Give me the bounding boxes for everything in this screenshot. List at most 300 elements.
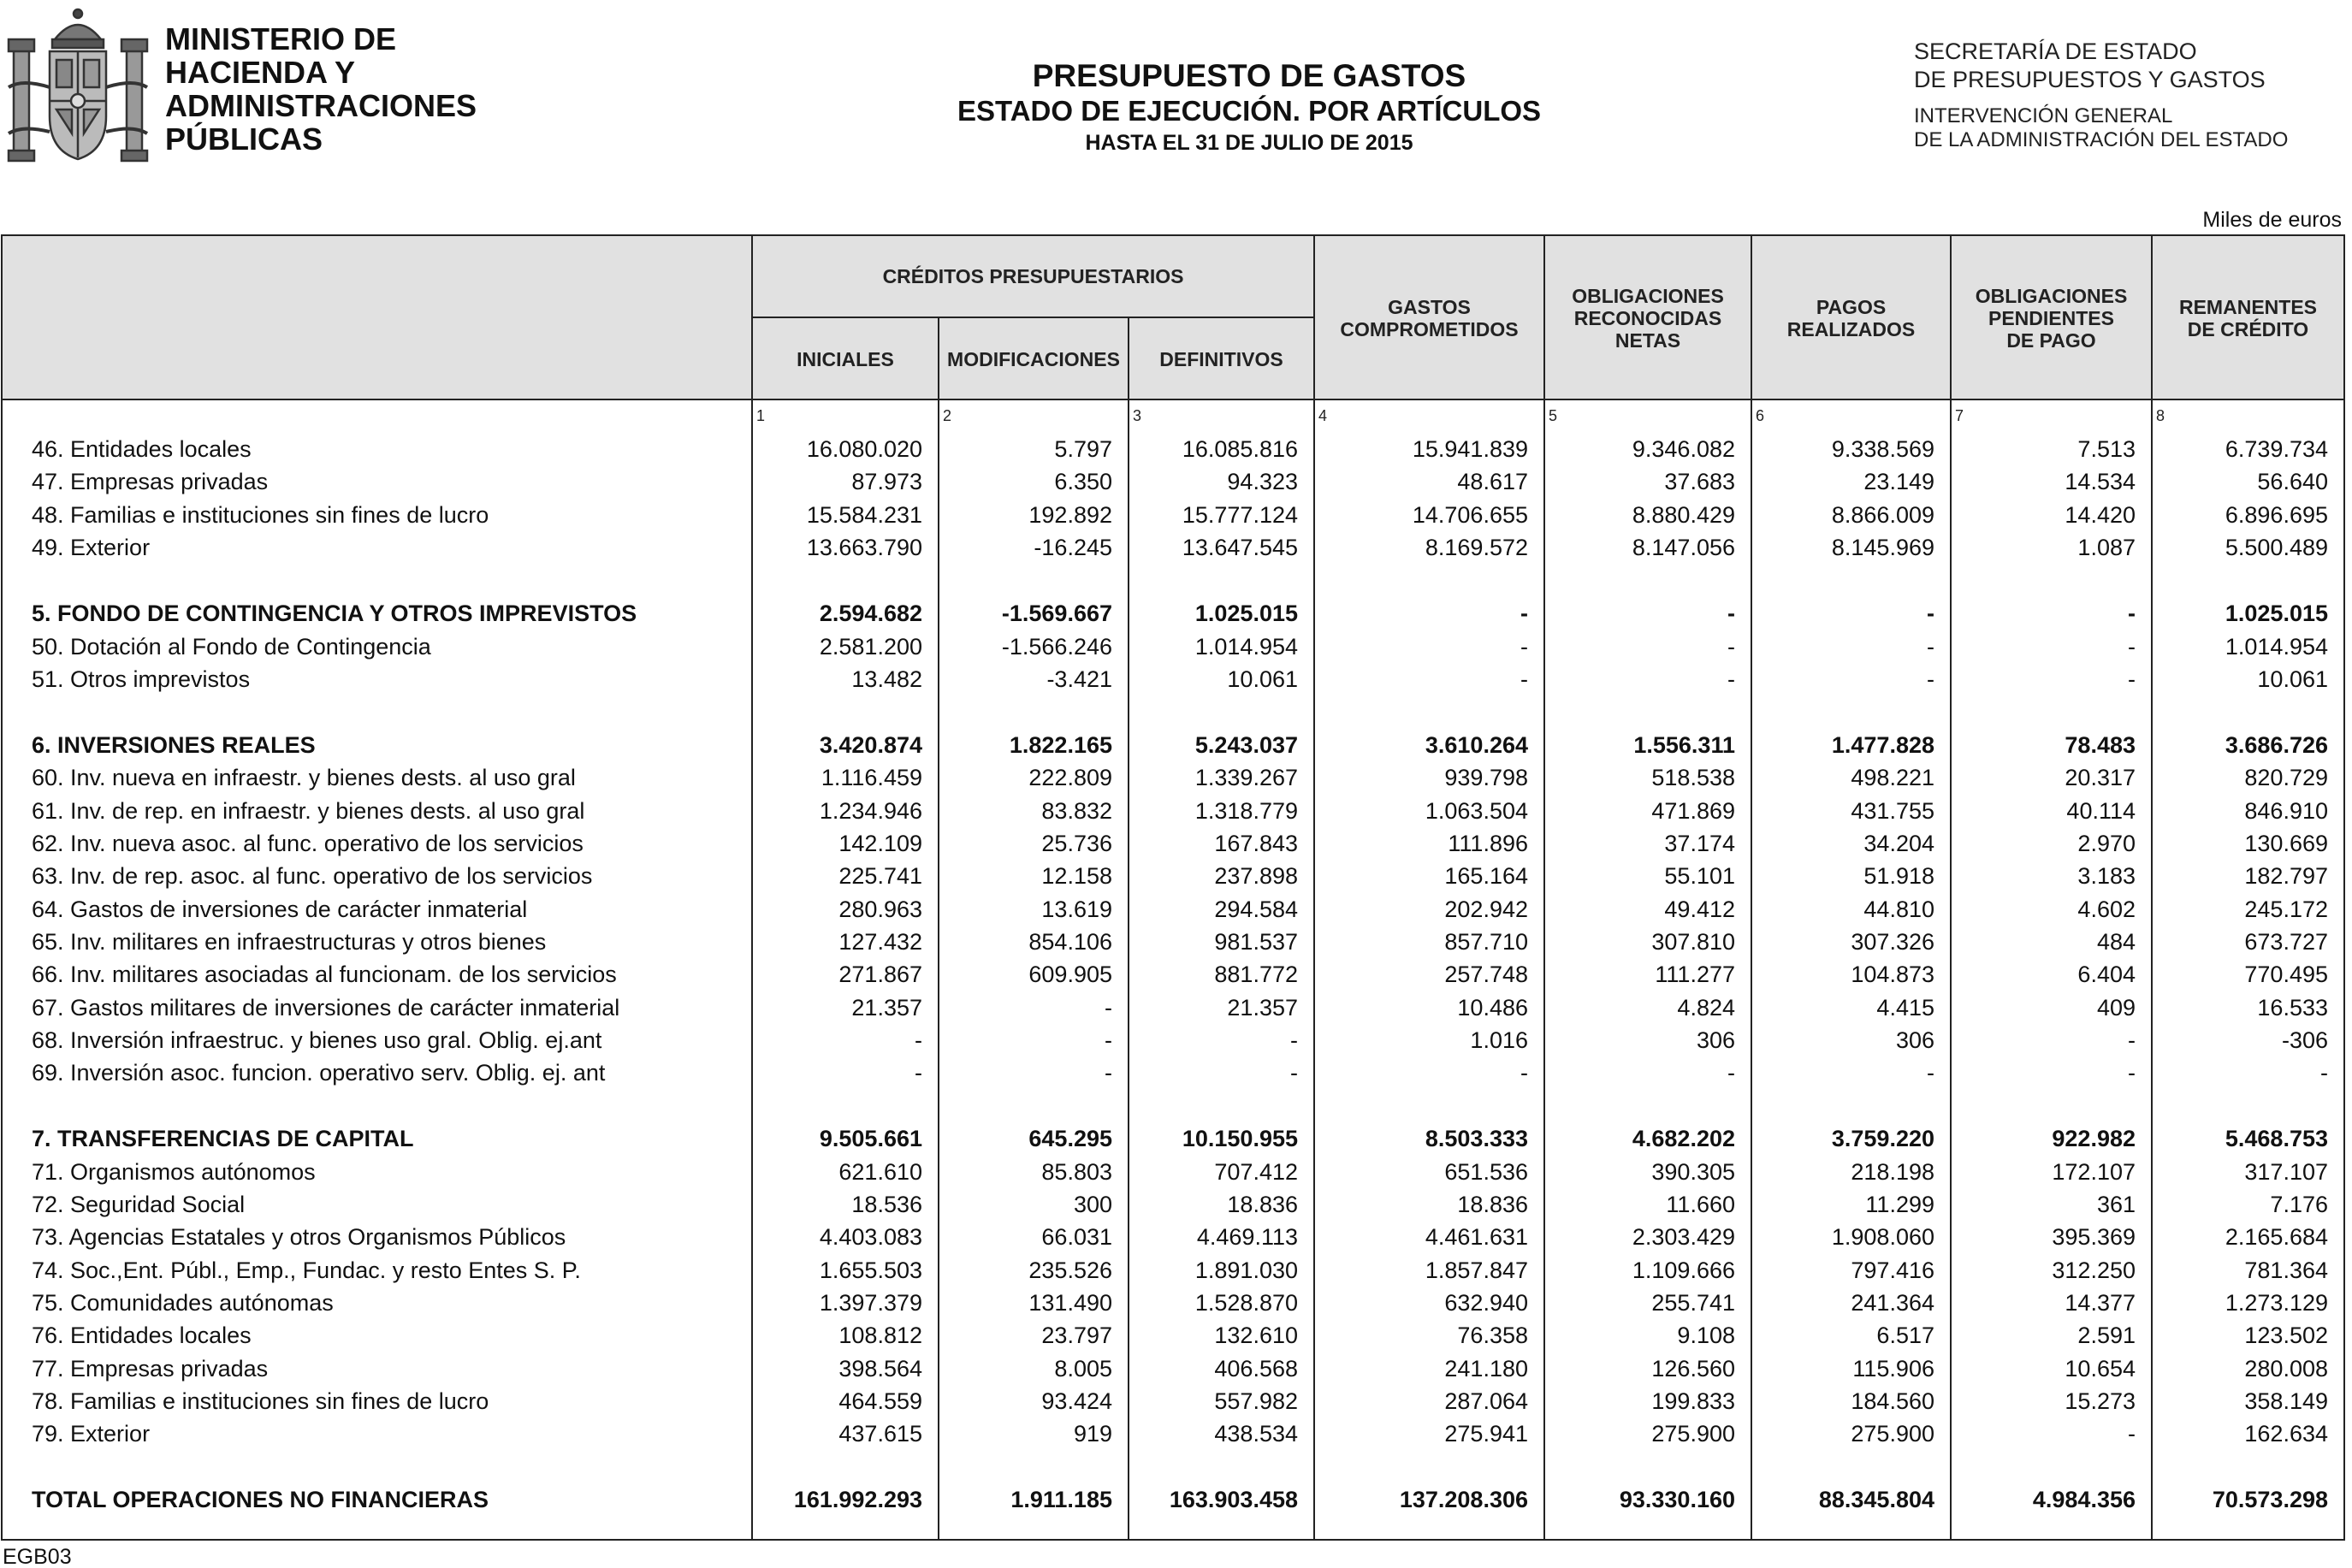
value-cell: 518.538 — [1651, 765, 1735, 791]
value-cell: 6.739.734 — [2225, 436, 2328, 462]
value-cell: 3.420.874 — [819, 732, 922, 759]
value-cell: 3.183 — [2077, 863, 2136, 890]
value-cell: 123.502 — [2244, 1322, 2328, 1349]
value-cell: 11.299 — [1865, 1192, 1934, 1217]
value-cell: - — [2128, 1027, 2136, 1053]
value-cell: 131.490 — [1028, 1289, 1112, 1316]
value-cell: 1.014.954 — [1194, 633, 1298, 660]
value-cell: 307.810 — [1651, 928, 1735, 955]
value-cell: 23.149 — [1863, 469, 1934, 495]
value-cell: - — [1727, 601, 1735, 627]
value-cell: - — [2128, 1060, 2136, 1086]
value-cell: 16.085.816 — [1182, 436, 1298, 462]
value-cell: -1.566.246 — [1001, 633, 1112, 660]
value-cell: 94.323 — [1227, 469, 1298, 495]
value-cell: 115.906 — [1852, 1355, 1934, 1382]
section-row — [3, 1483, 2343, 1516]
value-cell: - — [1105, 1027, 1112, 1053]
value-cell: 361 — [2096, 1192, 2136, 1217]
secretaria-line: SECRETARÍA DE ESTADO — [1914, 38, 2197, 64]
value-cell: 275.941 — [1444, 1421, 1528, 1447]
value-cell: - — [1927, 633, 1934, 660]
value-cell: 919 — [1073, 1421, 1112, 1447]
value-cell: 10.061 — [2257, 666, 2328, 692]
column-number: 5 — [1549, 407, 1558, 424]
table-row — [3, 860, 2343, 892]
row-label: TOTAL OPERACIONES NO FINANCIERAS — [32, 1487, 489, 1513]
value-cell: 108.812 — [838, 1322, 922, 1349]
table-row — [3, 1417, 2343, 1450]
row-label: 67. Gastos militares de inversiones de carácter inmaterial — [32, 994, 620, 1021]
value-cell: 18.836 — [1457, 1192, 1528, 1217]
value-cell: 21.357 — [851, 994, 922, 1021]
value-cell: 184.560 — [1851, 1388, 1934, 1414]
value-cell: 4.824 — [1677, 994, 1735, 1021]
value-cell: 1.234.946 — [819, 797, 922, 824]
value-cell: 981.537 — [1214, 928, 1298, 955]
value-cell: 127.432 — [838, 928, 922, 955]
value-cell: 4.461.631 — [1425, 1224, 1528, 1251]
value-cell: - — [1290, 1060, 1298, 1086]
value-cell: - — [1290, 1027, 1298, 1053]
value-cell: 1.273.129 — [2225, 1289, 2328, 1316]
row-label: 64. Gastos de inversiones de carácter inmaterial — [32, 896, 528, 922]
value-cell: - — [1520, 601, 1528, 627]
value-cell: 438.534 — [1214, 1421, 1298, 1447]
value-cell: 498.221 — [1851, 765, 1934, 791]
value-cell: 2.303.429 — [1632, 1224, 1735, 1251]
value-cell: 306 — [1895, 1027, 1934, 1053]
row-label: 61. Inv. de rep. en infraestr. y bienes dests. al uso gral — [32, 797, 585, 824]
value-cell: 1.116.459 — [821, 765, 922, 791]
row-label: 72. Seguridad Social — [32, 1192, 246, 1217]
value-cell: 317.107 — [2244, 1158, 2328, 1185]
value-cell: 406.568 — [1214, 1355, 1298, 1382]
value-cell: 846.910 — [2244, 797, 2328, 824]
value-cell: 1.087 — [2077, 534, 2136, 560]
value-cell: 275.900 — [1851, 1421, 1934, 1447]
value-cell: 70.573.298 — [2212, 1487, 2328, 1513]
value-cell: 271.867 — [838, 962, 922, 988]
value-cell: 857.710 — [1444, 928, 1528, 955]
value-cell: 20.317 — [2065, 765, 2136, 791]
value-cell: 5.468.753 — [2225, 1126, 2328, 1152]
value-cell: 237.898 — [1214, 863, 1298, 890]
row-label: 76. Entidades locales — [32, 1322, 252, 1349]
value-cell: - — [2128, 601, 2136, 627]
value-cell: 306 — [1696, 1027, 1735, 1053]
value-cell: 44.810 — [1863, 896, 1934, 922]
value-cell: 1.025.015 — [1194, 601, 1298, 627]
value-cell: 5.243.037 — [1194, 732, 1298, 759]
value-cell: 111.277 — [1655, 962, 1735, 988]
value-cell: 939.798 — [1444, 765, 1528, 791]
table-row — [3, 433, 2343, 465]
value-cell: 1.016 — [1470, 1027, 1528, 1053]
value-cell: 12.158 — [1041, 863, 1112, 890]
value-cell: 2.165.684 — [2225, 1224, 2328, 1251]
row-label: 48. Familias e instituciones sin fines de lucro — [32, 501, 489, 528]
table-row — [3, 499, 2343, 531]
value-cell: - — [915, 1027, 922, 1053]
value-cell: - — [2128, 633, 2136, 660]
ministry-line: MINISTERIO DE — [165, 21, 397, 56]
row-label: 75. Comunidades autónomas — [32, 1289, 334, 1316]
value-cell: 651.536 — [1444, 1158, 1528, 1185]
section-row — [3, 1122, 2343, 1155]
value-cell: 49.412 — [1664, 896, 1735, 922]
value-cell: 1.397.379 — [819, 1289, 922, 1316]
value-cell: - — [2128, 666, 2136, 692]
table-row — [3, 1156, 2343, 1188]
value-cell: - — [1927, 601, 1934, 627]
value-cell: 241.364 — [1851, 1289, 1934, 1316]
table-row — [3, 1254, 2343, 1287]
row-label: 77. Empresas privadas — [32, 1355, 269, 1382]
value-cell: 854.106 — [1028, 928, 1112, 955]
value-cell: 165.164 — [1444, 863, 1528, 890]
secretaria-line: DE PRESUPUESTOS Y GASTOS — [1914, 67, 2266, 92]
value-cell: 609.905 — [1028, 962, 1112, 988]
value-cell: 56.640 — [2257, 469, 2328, 495]
value-cell: 255.741 — [1651, 1289, 1735, 1316]
value-cell: 431.755 — [1851, 797, 1934, 824]
intervencion-line: DE LA ADMINISTRACIÓN DEL ESTADO — [1914, 128, 2289, 151]
ministry-line: ADMINISTRACIONES — [165, 88, 477, 123]
value-cell: 797.416 — [1851, 1257, 1934, 1283]
column-number: 6 — [1756, 407, 1765, 424]
column-header: OBLIGACIONES RECONOCIDAS NETAS — [1572, 285, 1724, 352]
value-cell: 40.114 — [2066, 797, 2136, 824]
value-cell: - — [2128, 1421, 2136, 1447]
column-header: PAGOS REALIZADOS — [1786, 296, 1916, 340]
value-cell: 83.832 — [1041, 797, 1112, 824]
value-cell: 3.686.726 — [2225, 732, 2328, 759]
value-cell: 245.172 — [2244, 896, 2328, 922]
value-cell: 409 — [2096, 994, 2136, 1021]
value-cell: 25.736 — [1041, 831, 1112, 856]
value-cell: 21.357 — [1227, 994, 1298, 1021]
value-cell: 307.326 — [1851, 928, 1934, 955]
value-cell: 8.880.429 — [1632, 501, 1735, 528]
value-cell: 1.339.267 — [1194, 765, 1298, 791]
value-cell: 10.150.955 — [1182, 1126, 1298, 1152]
row-label: 60. Inv. nueva en infraestr. y bienes dests. al uso gral — [32, 765, 576, 791]
value-cell: 1.109.666 — [1632, 1257, 1735, 1283]
value-cell: 2.970 — [2077, 831, 2136, 856]
value-cell: 15.584.231 — [806, 501, 922, 528]
value-cell: 1.857.847 — [1425, 1257, 1528, 1283]
value-cell: 34.204 — [1863, 831, 1934, 856]
row-label: 74. Soc.,Ent. Públ., Emp., Fundac. y resto Entes S. P. — [32, 1257, 581, 1283]
value-cell: 1.318.779 — [1194, 797, 1298, 824]
value-cell: 2.594.682 — [819, 601, 922, 627]
value-cell: 8.005 — [1054, 1355, 1112, 1382]
table-row — [3, 893, 2343, 926]
row-label: 71. Organismos autónomos — [32, 1158, 316, 1185]
value-cell: 13.663.790 — [806, 534, 922, 560]
table-row — [3, 958, 2343, 991]
row-label: 66. Inv. militares asociadas al funcionam. de los servicios — [32, 962, 617, 988]
value-cell: - — [1727, 1060, 1735, 1086]
table-row — [3, 795, 2343, 827]
value-cell: 4.602 — [2077, 896, 2136, 922]
value-cell: 5.797 — [1054, 436, 1112, 462]
column-header: REMANENTES DE CRÉDITO — [2178, 296, 2317, 340]
column-header: GASTOS COMPROMETIDOS — [1340, 296, 1519, 340]
value-cell: 11.660 — [1666, 1192, 1735, 1217]
value-cell: 8.503.333 — [1425, 1126, 1528, 1152]
value-cell: 280.963 — [838, 896, 922, 922]
value-cell: 2.581.200 — [819, 633, 922, 660]
row-label: 73. Agencias Estatales y otros Organismos Públicos — [32, 1224, 566, 1251]
value-cell: -3.421 — [1046, 666, 1112, 692]
intervencion-line: INTERVENCIÓN GENERAL — [1914, 104, 2173, 127]
value-cell: 13.647.545 — [1182, 534, 1298, 560]
value-cell: 770.495 — [2244, 962, 2328, 988]
value-cell: - — [2320, 1060, 2328, 1086]
value-cell: 1.908.060 — [1831, 1224, 1934, 1251]
column-number: 7 — [1955, 407, 1964, 424]
report-date: HASTA EL 31 DE JULIO DE 2015 — [1085, 131, 1413, 155]
value-cell: 881.772 — [1214, 962, 1298, 988]
value-cell: 93.424 — [1041, 1388, 1112, 1414]
value-cell: 14.534 — [2065, 469, 2136, 495]
value-cell: 280.008 — [2244, 1355, 2328, 1382]
value-cell: 645.295 — [1028, 1126, 1112, 1152]
row-label: 68. Inversión infraestruc. y bienes uso gral. Oblig. ej.ant — [32, 1027, 602, 1053]
value-cell: 15.273 — [2065, 1388, 2136, 1414]
value-cell: 1.025.015 — [2225, 601, 2328, 627]
value-cell: 241.180 — [1444, 1355, 1528, 1382]
value-cell: 172.107 — [2052, 1158, 2136, 1185]
table-row — [3, 1287, 2343, 1319]
value-cell: 358.149 — [2244, 1388, 2328, 1414]
row-label: 79. Exterior — [32, 1421, 151, 1447]
value-cell: -306 — [2281, 1027, 2328, 1053]
column-number: 1 — [756, 407, 766, 424]
value-cell: 1.556.311 — [1633, 732, 1735, 759]
value-cell: -1.569.667 — [1001, 601, 1112, 627]
column-header: DEFINITIVOS — [1159, 348, 1283, 370]
value-cell: 9.338.569 — [1831, 436, 1934, 462]
value-cell: 13.619 — [1041, 896, 1112, 922]
value-cell: 8.145.969 — [1831, 534, 1934, 560]
creditos-group-header: CRÉDITOS PRESUPUESTARIOS — [882, 265, 1184, 287]
value-cell: 4.682.202 — [1632, 1126, 1735, 1152]
value-cell: 6.404 — [2077, 962, 2136, 988]
value-cell: 132.610 — [1214, 1322, 1298, 1349]
value-cell: 3.759.220 — [1831, 1126, 1934, 1152]
ministry-line: PÚBLICAS — [165, 121, 323, 157]
column-header: INICIALES — [797, 348, 894, 370]
value-cell: 14.377 — [2065, 1289, 2136, 1316]
value-cell: 55.101 — [1664, 863, 1735, 890]
value-cell: 202.942 — [1444, 896, 1528, 922]
row-label: 69. Inversión asoc. funcion. operativo serv. Oblig. ej. ant — [32, 1060, 606, 1086]
column-number: 2 — [943, 407, 952, 424]
value-cell: - — [1105, 994, 1112, 1021]
value-cell: 199.833 — [1651, 1388, 1735, 1414]
value-cell: 2.591 — [2077, 1322, 2136, 1349]
value-cell: 14.420 — [2065, 501, 2136, 528]
value-cell: 300 — [1073, 1192, 1112, 1217]
value-cell: 162.634 — [2244, 1421, 2328, 1447]
value-cell: 37.683 — [1664, 469, 1735, 495]
value-cell: 126.560 — [1651, 1355, 1735, 1382]
value-cell: 7.176 — [2270, 1192, 2328, 1217]
value-cell: - — [1927, 1060, 1934, 1086]
value-cell: - — [1520, 633, 1528, 660]
value-cell: 66.031 — [1041, 1224, 1112, 1251]
value-cell: 820.729 — [2244, 765, 2328, 791]
table-row — [3, 827, 2343, 860]
row-label: 62. Inv. nueva asoc. al func. operativo de los servicios — [32, 831, 584, 856]
table-row — [3, 630, 2343, 663]
value-cell: 163.903.458 — [1169, 1487, 1298, 1513]
row-label: 50. Dotación al Fondo de Contingencia — [32, 633, 431, 660]
value-cell: 37.174 — [1664, 831, 1735, 856]
value-cell: 781.364 — [2244, 1257, 2328, 1283]
value-cell: 6.517 — [1876, 1322, 1934, 1349]
value-cell: 9.346.082 — [1632, 436, 1735, 462]
row-label: 49. Exterior — [32, 534, 151, 560]
value-cell: 1.655.503 — [819, 1257, 922, 1283]
value-cell: - — [915, 1060, 922, 1086]
value-cell: 137.208.306 — [1399, 1487, 1528, 1513]
value-cell: 182.797 — [2244, 863, 2328, 890]
value-cell: 3.610.264 — [1425, 732, 1528, 759]
value-cell: 621.610 — [838, 1158, 922, 1185]
value-cell: 88.345.804 — [1818, 1487, 1934, 1513]
value-cell: 167.843 — [1214, 831, 1298, 856]
value-cell: 632.940 — [1444, 1289, 1528, 1316]
value-cell: 5.500.489 — [2225, 534, 2328, 560]
value-cell: 111.896 — [1448, 831, 1528, 856]
table-row — [3, 1385, 2343, 1417]
table-row — [3, 761, 2343, 794]
value-cell: 76.358 — [1457, 1322, 1528, 1349]
value-cell: 9.505.661 — [819, 1126, 922, 1152]
table-row — [3, 1319, 2343, 1352]
value-cell: 48.617 — [1457, 469, 1528, 495]
value-cell: 1.911.185 — [1010, 1487, 1112, 1513]
value-cell: 23.797 — [1041, 1322, 1112, 1349]
value-cell: 1.528.870 — [1194, 1289, 1298, 1316]
ministry-name — [165, 22, 477, 156]
value-cell: 294.584 — [1214, 896, 1298, 922]
value-cell: 312.250 — [2052, 1257, 2136, 1283]
value-cell: 4.403.083 — [819, 1224, 922, 1251]
value-cell: 484 — [2096, 928, 2136, 955]
report-title-block — [821, 58, 1677, 157]
coat-of-arms-logo — [5, 5, 151, 173]
table-row — [3, 1024, 2343, 1056]
column-number: 8 — [2156, 407, 2165, 424]
value-cell: 18.836 — [1227, 1192, 1298, 1217]
column-header: MODIFICACIONES — [947, 348, 1120, 370]
value-cell: 161.992.293 — [793, 1487, 922, 1513]
value-cell: 287.064 — [1444, 1388, 1528, 1414]
value-cell: 707.412 — [1214, 1158, 1298, 1185]
value-cell: - — [1927, 666, 1934, 692]
row-label: 65. Inv. militares en infraestructuras y otros bienes — [32, 928, 547, 955]
value-cell: 6.896.695 — [2225, 501, 2328, 528]
column-number: 4 — [1318, 407, 1328, 424]
row-label: 47. Empresas privadas — [32, 469, 269, 495]
value-cell: 395.369 — [2052, 1224, 2136, 1251]
value-cell: 1.822.165 — [1009, 732, 1112, 759]
value-cell: 275.900 — [1651, 1421, 1735, 1447]
table-row — [3, 1221, 2343, 1253]
report-code: EGB03 — [3, 1545, 72, 1568]
value-cell: 4.415 — [1876, 994, 1934, 1021]
value-cell: - — [1727, 666, 1735, 692]
table-row — [3, 465, 2343, 498]
value-cell: - — [1727, 633, 1735, 660]
value-cell: 51.918 — [1863, 863, 1934, 890]
table-row — [3, 1188, 2343, 1221]
value-cell: 673.727 — [2244, 928, 2328, 955]
row-label: 51. Otros imprevistos — [32, 666, 251, 692]
value-cell: 398.564 — [838, 1355, 922, 1382]
value-cell: 9.108 — [1677, 1322, 1735, 1349]
value-cell: 4.984.356 — [2032, 1487, 2136, 1513]
value-cell: 130.669 — [2244, 831, 2328, 856]
table-row — [3, 926, 2343, 958]
column-number: 3 — [1133, 407, 1142, 424]
row-label: 5. FONDO DE CONTINGENCIA Y OTROS IMPREVISTOS — [32, 601, 637, 627]
value-cell: 222.809 — [1028, 765, 1112, 791]
value-cell: 1.477.828 — [1831, 732, 1934, 759]
value-cell: -16.245 — [1034, 534, 1112, 560]
value-cell: - — [1105, 1060, 1112, 1086]
value-cell: 557.982 — [1214, 1388, 1298, 1414]
value-cell: 10.654 — [2065, 1355, 2136, 1382]
value-cell: 14.706.655 — [1412, 501, 1528, 528]
value-cell: 1.891.030 — [1194, 1257, 1298, 1283]
value-cell: 192.892 — [1028, 501, 1112, 528]
row-label: 78. Familias e instituciones sin fines de lucro — [32, 1388, 489, 1414]
value-cell: 8.169.572 — [1425, 534, 1528, 560]
value-cell: - — [1520, 666, 1528, 692]
value-cell: 1.014.954 — [2225, 633, 2328, 660]
row-label: 46. Entidades locales — [32, 436, 252, 462]
value-cell: 235.526 — [1028, 1257, 1112, 1283]
value-cell: - — [1520, 1060, 1528, 1086]
column-header: OBLIGACIONES PENDIENTES DE PAGO — [1975, 285, 2128, 352]
value-cell: 922.982 — [2052, 1126, 2136, 1152]
value-cell: 7.513 — [2077, 436, 2136, 462]
budget-table — [1, 234, 2345, 1541]
table-row — [3, 663, 2343, 695]
value-cell: 78.483 — [2065, 732, 2136, 759]
value-cell: 6.350 — [1054, 469, 1112, 495]
row-label: 63. Inv. de rep. asoc. al func. operativo de los servicios — [32, 863, 593, 890]
value-cell: 142.109 — [838, 831, 922, 856]
value-cell: 16.080.020 — [806, 436, 922, 462]
value-cell: 16.533 — [2257, 994, 2328, 1021]
value-cell: 87.973 — [851, 469, 922, 495]
row-label: 6. INVERSIONES REALES — [32, 732, 316, 759]
value-cell: 104.873 — [1851, 962, 1934, 988]
value-cell: 93.330.160 — [1619, 1487, 1735, 1513]
section-row — [3, 597, 2343, 630]
value-cell: 225.741 — [838, 863, 922, 890]
value-cell: 257.748 — [1444, 962, 1528, 988]
value-cell: 437.615 — [838, 1421, 922, 1447]
value-cell: 10.486 — [1457, 994, 1528, 1021]
